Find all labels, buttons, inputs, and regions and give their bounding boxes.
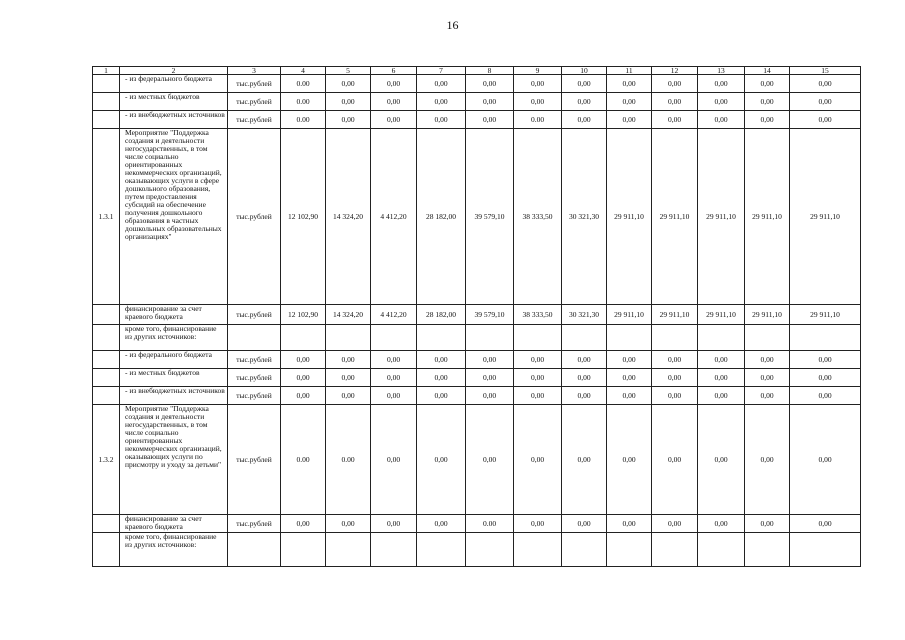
value-cell: 0,00 [790, 515, 861, 533]
value-cell: 0,00 [652, 369, 698, 387]
value-cell: 0,00 [652, 93, 698, 111]
budget-table [92, 66, 861, 567]
row-unit: тыс.рублей [228, 75, 281, 93]
value-cell: 0,00 [371, 369, 417, 387]
value-cell: 0,00 [607, 387, 652, 405]
value-cell: 28 182,00 [417, 305, 466, 325]
value-cell [514, 533, 562, 567]
row-unit: тыс.рублей [228, 405, 281, 515]
column-header: 3 [228, 67, 281, 75]
row-code [93, 533, 120, 567]
column-header: 6 [371, 67, 417, 75]
value-cell: 0,00 [466, 405, 514, 515]
value-cell [466, 325, 514, 351]
column-header: 9 [514, 67, 562, 75]
value-cell: 0,00 [698, 515, 745, 533]
value-cell: 0,00 [745, 515, 790, 533]
value-cell: 0,00 [562, 405, 607, 515]
value-cell: 39 579,10 [466, 129, 514, 305]
value-cell: 0,00 [466, 369, 514, 387]
value-cell: 0,00 [371, 515, 417, 533]
value-cell: 0,00 [698, 93, 745, 111]
value-cell: 0,00 [652, 387, 698, 405]
value-cell: 29 911,10 [698, 305, 745, 325]
row-code: 1.3.2 [93, 405, 120, 515]
value-cell: 0,00 [371, 111, 417, 129]
value-cell: 0,00 [417, 75, 466, 93]
table-row [93, 369, 861, 387]
value-cell: 0,00 [417, 405, 466, 515]
column-header: 12 [652, 67, 698, 75]
value-cell: 0,00 [514, 405, 562, 515]
value-cell: 0,00 [417, 387, 466, 405]
column-header: 10 [562, 67, 607, 75]
value-cell: 0,00 [745, 405, 790, 515]
table-row [93, 305, 861, 325]
row-code [93, 351, 120, 369]
value-cell [281, 533, 326, 567]
table-row [93, 111, 861, 129]
value-cell: 4 412,20 [371, 305, 417, 325]
value-cell: 0,00 [790, 387, 861, 405]
row-unit: тыс.рублей [228, 129, 281, 305]
row-description: финансирование за счет краевого бюджета [120, 305, 228, 325]
value-cell: 28 182,00 [417, 129, 466, 305]
row-unit [228, 533, 281, 567]
value-cell: 0.00 [326, 405, 371, 515]
row-unit: тыс.рублей [228, 351, 281, 369]
value-cell: 0,00 [562, 387, 607, 405]
value-cell: 0,00 [607, 111, 652, 129]
value-cell: 0,00 [652, 515, 698, 533]
value-cell: 0,00 [466, 75, 514, 93]
value-cell: 0,00 [514, 369, 562, 387]
value-cell [652, 325, 698, 351]
value-cell [698, 533, 745, 567]
value-cell: 0,00 [745, 93, 790, 111]
value-cell [371, 325, 417, 351]
value-cell: 0,00 [281, 369, 326, 387]
header-row [93, 67, 861, 75]
row-code [93, 305, 120, 325]
value-cell: 0,00 [562, 515, 607, 533]
column-header: 7 [417, 67, 466, 75]
value-cell: 29 911,10 [652, 305, 698, 325]
column-header: 5 [326, 67, 371, 75]
value-cell: 0,00 [745, 387, 790, 405]
page-number: 16 [446, 18, 459, 32]
value-cell: 30 321,30 [562, 129, 607, 305]
value-cell: 0.00 [514, 111, 562, 129]
row-description: - из федерального бюджета [120, 75, 228, 93]
value-cell [417, 533, 466, 567]
value-cell: 0,00 [607, 351, 652, 369]
value-cell: 38 333,50 [514, 305, 562, 325]
value-cell [326, 533, 371, 567]
value-cell: 0,00 [514, 93, 562, 111]
row-description: - из местных бюджетов [120, 369, 228, 387]
row-code [93, 111, 120, 129]
row-description: финансирование за счет краевого бюджета [120, 515, 228, 533]
value-cell: 0,00 [326, 369, 371, 387]
table-row [93, 93, 861, 111]
row-unit: тыс.рублей [228, 93, 281, 111]
value-cell: 14 324,20 [326, 129, 371, 305]
value-cell [652, 533, 698, 567]
value-cell: 29 911,10 [698, 129, 745, 305]
value-cell: 0,00 [562, 351, 607, 369]
value-cell: 0,00 [652, 75, 698, 93]
row-unit: тыс.рублей [228, 387, 281, 405]
value-cell: 0,00 [607, 75, 652, 93]
value-cell: 0,00 [698, 369, 745, 387]
row-code [93, 75, 120, 93]
column-header: 13 [698, 67, 745, 75]
value-cell: 0,00 [790, 75, 861, 93]
value-cell: 0,00 [281, 387, 326, 405]
value-cell: 0,00 [371, 387, 417, 405]
value-cell: 14 324,20 [326, 305, 371, 325]
value-cell: 0,00 [562, 93, 607, 111]
column-header: 14 [745, 67, 790, 75]
row-code [93, 93, 120, 111]
value-cell: 0,00 [281, 515, 326, 533]
table-row [93, 75, 861, 93]
value-cell [326, 325, 371, 351]
value-cell: 0,00 [417, 351, 466, 369]
value-cell: 0.00 [281, 405, 326, 515]
value-cell: 0,00 [514, 75, 562, 93]
value-cell [745, 533, 790, 567]
value-cell: 0,00 [417, 515, 466, 533]
table-row [93, 515, 861, 533]
value-cell [607, 533, 652, 567]
value-cell: 29 911,10 [607, 305, 652, 325]
table-row [93, 533, 861, 567]
value-cell: 0,00 [326, 93, 371, 111]
value-cell: 0,00 [514, 515, 562, 533]
value-cell: 29 911,10 [652, 129, 698, 305]
table-row [93, 129, 861, 305]
value-cell: 0,00 [326, 387, 371, 405]
value-cell: 12 102,90 [281, 129, 326, 305]
value-cell [790, 533, 861, 567]
row-unit [228, 325, 281, 351]
column-header: 1 [93, 67, 120, 75]
value-cell: 0,00 [326, 351, 371, 369]
column-header: 11 [607, 67, 652, 75]
value-cell: 0,00 [514, 351, 562, 369]
value-cell [745, 325, 790, 351]
row-description: Мероприятие "Поддержка создания и деятельности негосударственных, в том числе социально ориентированных некоммерческих организаций, оказывающих услуги по присмотру и уходу за детьми" [120, 405, 228, 515]
row-code [93, 387, 120, 405]
column-header: 4 [281, 67, 326, 75]
value-cell: 0,00 [562, 369, 607, 387]
row-description: - из федерального бюджета [120, 351, 228, 369]
value-cell [698, 325, 745, 351]
value-cell: 0,00 [607, 93, 652, 111]
value-cell: 0,00 [790, 351, 861, 369]
value-cell: 0,00 [698, 75, 745, 93]
value-cell: 0,00 [562, 111, 607, 129]
value-cell: 29 911,10 [745, 129, 790, 305]
value-cell [790, 325, 861, 351]
value-cell: 0,00 [417, 369, 466, 387]
value-cell: 0,00 [562, 75, 607, 93]
table-row [93, 325, 861, 351]
value-cell: 0.00 [281, 93, 326, 111]
row-code [93, 515, 120, 533]
value-cell [371, 533, 417, 567]
value-cell: 0,00 [371, 351, 417, 369]
value-cell: 0,00 [745, 351, 790, 369]
value-cell: 30 321,30 [562, 305, 607, 325]
value-cell [466, 533, 514, 567]
column-header: 15 [790, 67, 861, 75]
row-unit: тыс.рублей [228, 515, 281, 533]
value-cell: 0,00 [698, 405, 745, 515]
value-cell: 29 911,10 [745, 305, 790, 325]
value-cell [281, 325, 326, 351]
value-cell: 0,00 [745, 75, 790, 93]
value-cell: 0,00 [790, 405, 861, 515]
table-row [93, 351, 861, 369]
value-cell: 29 911,10 [790, 305, 861, 325]
value-cell: 0,00 [607, 405, 652, 515]
value-cell: 0,00 [652, 351, 698, 369]
value-cell: 0,00 [417, 93, 466, 111]
value-cell: 0,00 [466, 387, 514, 405]
value-cell [417, 325, 466, 351]
value-cell: 0,00 [698, 387, 745, 405]
value-cell: 0,00 [698, 111, 745, 129]
value-cell: 4 412,20 [371, 129, 417, 305]
value-cell: 0.00 [466, 515, 514, 533]
value-cell: 0,00 [790, 111, 861, 129]
value-cell: 0,00 [745, 111, 790, 129]
value-cell: 0,00 [326, 111, 371, 129]
value-cell: 0,00 [326, 515, 371, 533]
value-cell: 0,00 [371, 93, 417, 111]
row-code: 1.3.1 [93, 129, 120, 305]
value-cell [607, 325, 652, 351]
value-cell: 0,00 [745, 369, 790, 387]
value-cell: 38 333,50 [514, 129, 562, 305]
row-unit: тыс.рублей [228, 111, 281, 129]
row-unit: тыс.рублей [228, 305, 281, 325]
value-cell: 0,00 [326, 75, 371, 93]
row-description: Мероприятие "Поддержка создания и деятельности негосударственных, в том числе социально ориентированных некоммерческих организаций, оказывающих услуги в сфере дошкольного образования, путем предоставления субсидий на обеспечение получения дошкольного образования в частных дошкольных образовательных организациях" [120, 129, 228, 305]
row-description: кроме того, финансирование из других источников: [120, 325, 228, 351]
value-cell: 0,00 [652, 111, 698, 129]
value-cell: 0,00 [514, 387, 562, 405]
value-cell: 0,00 [466, 351, 514, 369]
value-cell: 0,00 [607, 369, 652, 387]
value-cell: 0,00 [371, 405, 417, 515]
value-cell: 0,00 [281, 351, 326, 369]
value-cell: 0,00 [466, 93, 514, 111]
value-cell: 12 102,90 [281, 305, 326, 325]
value-cell [514, 325, 562, 351]
row-description: - из внебюджетных источников [120, 111, 228, 129]
value-cell: 0,00 [371, 75, 417, 93]
value-cell [562, 533, 607, 567]
row-code [93, 369, 120, 387]
value-cell: 0,00 [790, 369, 861, 387]
value-cell: 39 579,10 [466, 305, 514, 325]
value-cell: 0,00 [652, 405, 698, 515]
table-row [93, 387, 861, 405]
column-header: 8 [466, 67, 514, 75]
row-description: - из внебюджетных источников [120, 387, 228, 405]
value-cell: 0,00 [607, 515, 652, 533]
row-code [93, 325, 120, 351]
value-cell: 0.00 [281, 75, 326, 93]
value-cell: 0,00 [790, 93, 861, 111]
value-cell: 0,00 [466, 111, 514, 129]
value-cell: 0.00 [281, 111, 326, 129]
value-cell: 29 911,10 [790, 129, 861, 305]
row-description: кроме того, финансирование из других источников: [120, 533, 228, 567]
table-row [93, 405, 861, 515]
column-header: 2 [120, 67, 228, 75]
value-cell: 0,00 [698, 351, 745, 369]
row-unit: тыс.рублей [228, 369, 281, 387]
value-cell: 29 911,10 [607, 129, 652, 305]
row-description: - из местных бюджетов [120, 93, 228, 111]
value-cell [562, 325, 607, 351]
value-cell: 0,00 [417, 111, 466, 129]
